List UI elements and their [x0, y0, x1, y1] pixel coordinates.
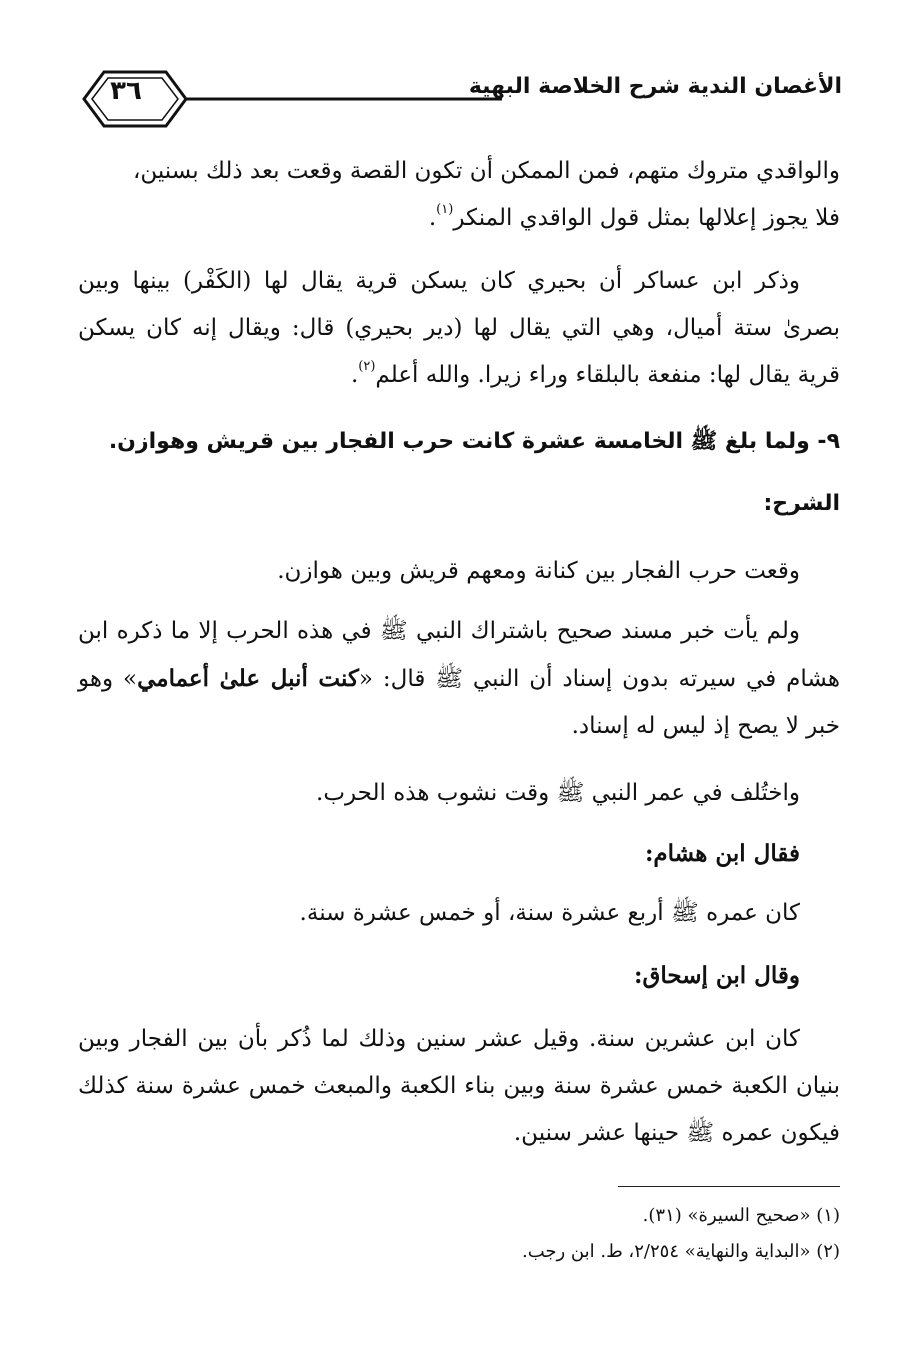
footnote-2: (٢) «البداية والنهاية» ٢/٢٥٤، ط. ابن رجب. — [521, 1241, 840, 1262]
paragraph-1 — [78, 148, 840, 245]
footnote-ref-2: (٢) — [358, 359, 376, 374]
section-heading: ٩- ولما بلغ ﷺ الخامسة عشرة كانت حرب الفجار بين قريش وهوازن. — [108, 429, 840, 454]
paragraph-2 — [78, 258, 840, 402]
paragraph-1-line-1: والواقدي متروك متهم، فمن الممكن أن تكون القصة وقعت بعد ذلك بسنين، — [132, 158, 840, 184]
ibn-hisham-label: فقال ابن هشام: — [644, 840, 800, 867]
paragraph-4 — [78, 608, 840, 750]
paragraph-6: كان عمره ﷺ أربع عشرة سنة، أو خمس عشرة سنة. — [299, 900, 800, 926]
page-number: ٣٦ — [110, 76, 142, 106]
footnote-1: (١) «صحيح السيرة» (٣١). — [642, 1205, 840, 1226]
paragraph-2-text: وذكر ابن عساكر أن بحيري كان يسكن قرية يقال لها (الكَفْر) بينها وبين بصرىٰ ستة أميال، وهي التي يقال لها (دير بحيري) قال: ويقال إنه كان يسكن قرية يقال لها: منفعة بالبلقاء وراء زيرا. والله أعلم — [78, 268, 840, 388]
paragraph-5: واختُلف في عمر النبي ﷺ وقت نشوب هذه الحرب. — [316, 780, 800, 806]
sharh-label: الشرح: — [763, 491, 840, 516]
hadith-quote: كنت أنبل علىٰ أعمامي — [137, 665, 359, 692]
paragraph-1-line-2 — [78, 195, 840, 245]
paragraph-1-end: . — [428, 205, 437, 231]
paragraph-1-text: فلا يجوز إعلالها بمثل قول الواقدي المنكر — [453, 205, 840, 231]
paragraph-2-end: . — [350, 362, 359, 388]
footnote-separator — [618, 1186, 840, 1187]
ibn-ishaq-label: وقال ابن إسحاق: — [634, 962, 800, 989]
paragraph-3: وقعت حرب الفجار بين كنانة ومعهم قريش وبين هوازن. — [277, 558, 800, 584]
page-header — [82, 68, 842, 130]
footnote-ref-1: (١) — [436, 202, 454, 217]
paragraph-4-text-a: ولم يأت خبر مسند صحيح باشتراك النبي ﷺ في هذه الحرب إلا ما ذكره ابن هشام في سيرته بدون إسناد أن النبي ﷺ قال: « — [78, 618, 840, 692]
book-title: الأغصان الندية شرح الخلاصة البهية — [468, 74, 842, 99]
paragraph-7: كان ابن عشرين سنة. وقيل عشر سنين وذلك لما ذُكر بأن بين الفجار وبين بنيان الكعبة خمس عشرة سنة وبين بناء الكعبة والمبعث خمس عشرة سنة كذلك فيكون عمره ﷺ حينها عشر سنين. — [78, 1026, 840, 1146]
footnotes — [78, 1198, 840, 1270]
paragraph-4-text-b: » وهو خبر لا يصح إذ ليس له إسناد. — [78, 666, 840, 739]
